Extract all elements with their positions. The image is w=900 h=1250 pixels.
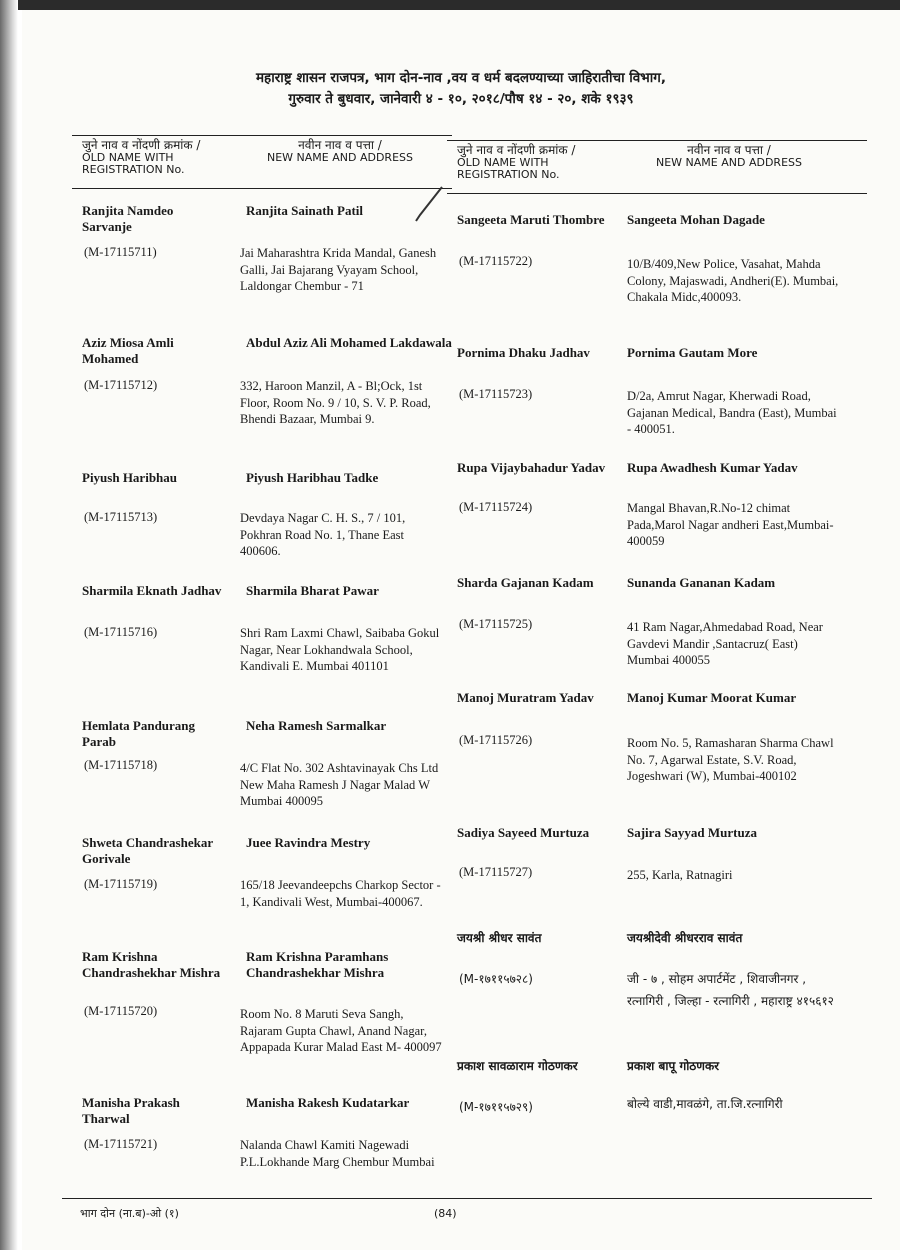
address: 10/B/409,New Police, Vasahat, Mahda Colony, Majaswadi, Andheri(E). Mumbai, Chakala Midc,400093. [627,257,839,304]
right-column [447,140,867,1205]
registration-number: (M-17115719) [84,877,158,891]
old-name: Aziz Miosa Amli Mohamed [82,335,174,366]
registration-number: (M-17115727) [459,865,533,879]
registration-number: (M-17115724) [459,500,533,514]
gazette-page [22,10,900,1250]
pen-tick-mark [414,185,444,225]
new-name: Sunanda Gananan Kadam [627,575,776,590]
registration-number: (M-१७११५७२८) [459,972,533,986]
new-name: Sharmila Bharat Pawar [246,583,379,598]
new-name: Manisha Rakesh Kudatarkar [246,1095,410,1110]
registration-number: (M-१७११५७२९) [459,1100,533,1114]
new-name: Abdul Aziz Ali Mohamed Lakdawala [246,335,452,350]
new-name: Sangeeta Mohan Dagade [627,212,765,227]
address: Room No. 8 Maruti Seva Sangh, Rajaram Gupta Chawl, Anand Nagar, Appapada Kurar Malad East M- 400097 [240,1007,442,1054]
old-name: Sangeeta Maruti Thombre [457,212,605,227]
page-number: (84) [434,1207,457,1220]
old-name-heading [82,139,242,177]
registration-number: (M-17115725) [459,617,533,631]
address: 255, Karla, Ratnagiri [627,868,733,882]
old-name: जयश्री श्रीधर सावंत [457,931,542,945]
new-name: Sajira Sayyad Murtuza [627,825,757,840]
registration-number: (M-17115722) [459,254,533,268]
old-name: Ram Krishna Chandrashekhar Mishra [82,949,221,980]
old-name: Piyush Haribhau [82,470,178,485]
old-heading-marathi: जुने नाव व नोंदणी क्रमांक / [457,143,576,157]
registration-number: (M-17115723) [459,387,533,401]
old-name-heading [457,144,617,182]
footer-rule [62,1198,872,1199]
left-column [72,135,452,1200]
new-name: प्रकाश बापू गोठणकर [627,1059,720,1073]
registration-number: (M-17115718) [84,758,158,772]
old-name: Sharda Gajanan Kadam [457,575,594,590]
new-name-heading [629,144,829,169]
registration-number: (M-17115726) [459,733,533,747]
address: D/2a, Amrut Nagar, Kherwadi Road, Gajanan Medical, Bandra (East), Mumbai - 400051. [627,389,837,436]
address: 332, Haroon Manzil, A - Bl;Ock, 1st Floor, Room No. 9 / 10, S. V. P. Road, Bhendi Bazaar, Mumbai 9. [240,379,431,426]
address: बोल्ये वाडी,मावळंगे, ता.जि.रत्नागिरी [627,1097,783,1111]
address: 165/18 Jeevandeepchs Charkop Sector - 1, Kandivali West, Mumbai-400067. [240,878,441,909]
address: Devdaya Nagar C. H. S., 7 / 101, Pokhran Road No. 1, Thane East 400606. [240,511,406,558]
old-name: Manoj Muratram Yadav [457,690,594,705]
address: Room No. 5, Ramasharan Sharma Chawl No. 7, Agarwal Estate, S.V. Road, Jogeshwari (W), Mumbai-400102 [627,736,834,783]
old-name: Manisha Prakash Tharwal [82,1095,180,1126]
registration-number: (M-17115712) [84,378,158,392]
header-line-2: गुरुवार ते बुधवार, जानेवारी ४ - १०, २०१८/पौष १४ - २०, शके १९३९ [288,91,634,107]
old-name: Sadiya Sayeed Murtuza [457,825,590,840]
old-heading-english: OLD NAME WITH REGISTRATION No. [82,150,185,176]
new-name: Ram Krishna Paramhans Chandrashekhar Mishra [246,949,389,980]
new-name: Juee Ravindra Mestry [246,835,371,850]
new-name: Neha Ramesh Sarmalkar [246,718,387,733]
new-name: Manoj Kumar Moorat Kumar [627,690,797,705]
address: Jai Maharashtra Krida Mandal, Ganesh Galli, Jai Bajarang Vyayam School, Laldongar Chembur - 71 [240,246,437,293]
address: Nalanda Chawl Kamiti Nagewadi P.L.Lokhande Marg Chembur Mumbai [240,1138,435,1169]
old-name: Shweta Chandrashekar Gorivale [82,835,213,866]
registration-number: (M-17115711) [84,245,157,259]
left-column-heading [72,135,452,189]
address: जी - ७ , सोहम अपार्टमेंट , शिवाजीनगर , रत्नागिरी , जिल्हा - रत्नागिरी , महाराष्ट्र ४१५६१२ [627,972,834,1008]
registration-number: (M-17115721) [84,1137,158,1151]
address: 4/C Flat No. 302 Ashtavinayak Chs Ltd New Maha Ramesh J Nagar Malad W Mumbai 400095 [240,761,439,808]
header-line-1: महाराष्ट्र शासन राजपत्र, भाग दोन-नाव ,वय व धर्म बदलण्याच्या जाहिरातीचा विभाग, [255,70,667,86]
new-name: Pornima Gautam More [627,345,758,360]
registration-number: (M-17115713) [84,510,158,524]
right-column-heading [447,140,867,194]
footer-section-label: भाग दोन (ना.ब)-ओ (१) [80,1207,179,1220]
old-heading-english: OLD NAME WITH REGISTRATION No. [457,155,560,181]
address: 41 Ram Nagar,Ahmedabad Road, Near Gavdevi Mandir ,Santacruz( East) Mumbai 400055 [627,620,823,667]
old-name: प्रकाश सावळाराम गोठणकर [457,1059,578,1073]
registration-number: (M-17115716) [84,625,158,639]
new-heading-marathi: नवीन नाव व पत्ता / [687,143,771,157]
address: Shri Ram Laxmi Chawl, Saibaba Gokul Nagar, Near Lokhandwala School, Kandivali E. Mumbai 401101 [240,626,440,673]
registration-number: (M-17115720) [84,1004,158,1018]
new-heading-english: NEW NAME AND ADDRESS [267,150,413,164]
old-name: Pornima Dhaku Jadhav [457,345,590,360]
new-name: Ranjita Sainath Patil [246,203,364,218]
old-heading-marathi: जुने नाव व नोंदणी क्रमांक / [82,138,201,152]
new-heading-english: NEW NAME AND ADDRESS [656,155,802,169]
new-name: Rupa Awadhesh Kumar Yadav [627,460,798,475]
old-name: Sharmila Eknath Jadhav [82,583,222,598]
scan-left-edge [0,0,18,1250]
old-name: Ranjita Namdeo Sarvanje [82,203,174,234]
new-heading-marathi: नवीन नाव व पत्ता / [298,138,382,152]
scan-top-edge [0,0,900,10]
old-name: Hemlata Pandurang Parab [82,718,196,749]
new-name-heading [250,139,430,164]
address: Mangal Bhavan,R.No-12 chimat Pada,Marol Nagar andheri East,Mumbai-400059 [627,501,834,548]
gazette-header [22,68,900,110]
new-name: Piyush Haribhau Tadke [246,470,379,485]
new-name: जयश्रीदेवी श्रीधरराव सावंत [627,931,743,945]
old-name: Rupa Vijaybahadur Yadav [457,460,606,475]
